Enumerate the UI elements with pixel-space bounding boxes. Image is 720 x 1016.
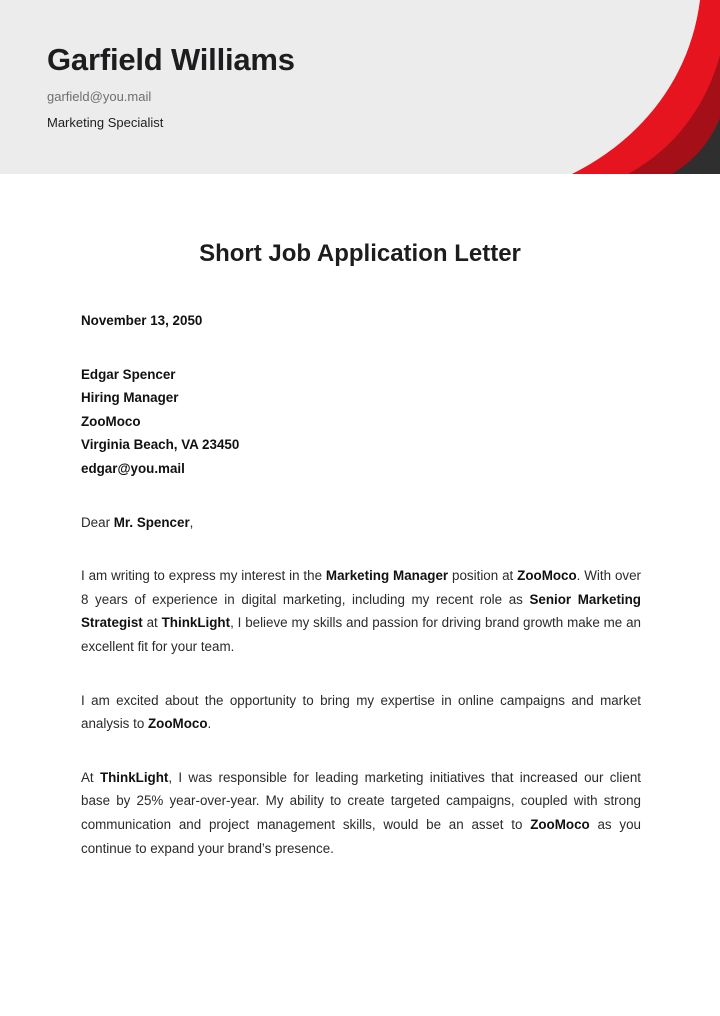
text-run: , I believe my skills and passion for driving brand growth make me an excellent fit for your team. <box>81 615 641 654</box>
document-title: Short Job Application Letter <box>199 240 521 267</box>
sender-name: Garfield Williams <box>47 42 295 77</box>
recipient-name: Edgar Spencer <box>81 366 176 382</box>
bold-run: ZooMoco <box>148 716 208 732</box>
text-run: . With over 8 years of experience in digital marketing, including my recent role as <box>81 568 641 607</box>
salutation-suffix: , <box>189 514 194 530</box>
text-run: at <box>142 615 162 631</box>
sender-role: Marketing Specialist <box>47 115 164 130</box>
salutation <box>81 511 641 535</box>
bold-run: ZooMoco <box>530 816 590 832</box>
bold-run: ThinkLight <box>161 615 231 631</box>
text-run: as you continue to expand your brand’s presence. <box>81 816 641 856</box>
paragraph-experience <box>81 766 641 860</box>
letter-date: November 13, 2050 <box>81 313 203 328</box>
text-run: I am excited about the opportunity to bring my expertise in online campaigns and market analysis to <box>81 692 641 732</box>
bold-run: ThinkLight <box>99 769 169 785</box>
recipient-email: edgar@you.mail <box>81 460 185 476</box>
text-run: , I was responsible for leading marketing initiatives that increased our client base by 25% year-over-year. My ability to create targeted campaigns, coupled with strong communication and project management skills, would be an asset to <box>81 769 641 832</box>
salutation-prefix: Dear <box>81 514 114 530</box>
bold-run: ZooMoco <box>517 568 577 584</box>
recipient-title: Hiring Manager <box>81 390 179 406</box>
bold-run: Marketing Manager <box>325 568 449 584</box>
recipient-address: Virginia Beach, VA 23450 <box>81 437 240 453</box>
paragraph-excitement <box>81 689 641 736</box>
text-run: I am writing to express my interest in the <box>81 568 326 584</box>
text-run: At <box>81 769 100 785</box>
bold-run: Senior Marketing Strategist <box>81 591 641 631</box>
text-run: position at <box>448 568 518 584</box>
paragraph-intro <box>81 564 641 658</box>
text-run: . <box>207 716 212 732</box>
recipient-company: ZooMoco <box>81 413 141 429</box>
decorative-swoosh-graphic <box>0 0 720 174</box>
letterhead <box>0 0 720 174</box>
sender-email: garfield@you.mail <box>47 89 152 104</box>
letter-body <box>81 309 641 860</box>
salutation-name: Mr. Spencer <box>113 514 190 530</box>
recipient-block <box>81 363 641 481</box>
